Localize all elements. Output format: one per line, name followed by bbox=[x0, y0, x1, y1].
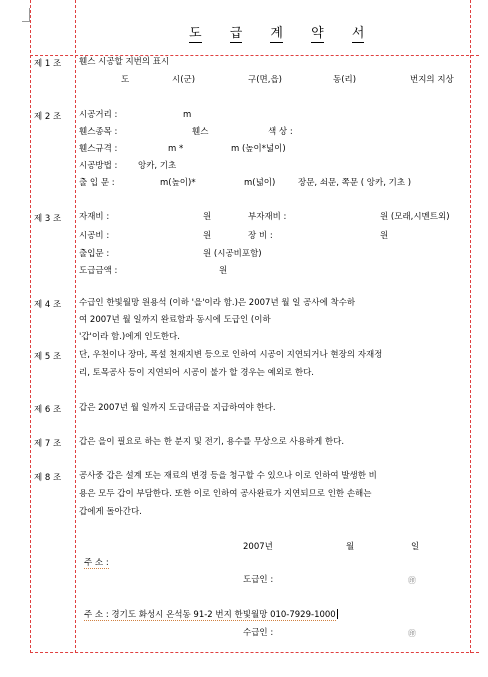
address-province: 도 bbox=[121, 75, 130, 85]
sub-material-label: 부자재비 : bbox=[248, 212, 287, 222]
total-label: 도급금액 : bbox=[79, 266, 118, 276]
owner-seal-icon: ㊞ bbox=[408, 576, 416, 585]
article-3-label: 제 3 조 bbox=[34, 214, 62, 224]
title-char: 서 bbox=[352, 22, 365, 43]
gate-cost-unit: 원 (시공비포함) bbox=[203, 249, 262, 259]
article-7-label: 제 7 조 bbox=[34, 439, 62, 449]
type-value: 휀스 bbox=[192, 127, 209, 137]
article-5-label: 제 5 조 bbox=[34, 352, 62, 362]
address-city: 시(군) bbox=[172, 75, 196, 85]
article-4-label: 제 4 조 bbox=[34, 300, 62, 310]
length-label: 시공거리 : bbox=[79, 110, 118, 120]
construction-unit: 원 bbox=[203, 231, 212, 241]
gate-types: 장문, 쇠문, 쪽문 ( 앙카, 기초 ) bbox=[298, 178, 412, 188]
margin-guide-label bbox=[75, 0, 76, 653]
length-unit: m bbox=[183, 110, 192, 120]
contractor-address-row bbox=[84, 609, 338, 621]
construction-label: 시공비 : bbox=[79, 231, 110, 241]
color-label: 색 상 : bbox=[268, 127, 293, 137]
owner-address-label-text: 주 소 : bbox=[84, 558, 109, 568]
article-7-text: 갑은 을이 필요로 하는 한 분지 및 전기, 용수를 무상으로 사용하게 한다. bbox=[79, 437, 345, 447]
owner-address-label bbox=[84, 558, 109, 569]
address-district: 구(면,읍) bbox=[248, 75, 282, 85]
article-6-text: 갑은 2007년 월 일까지 도급대금을 지급하여야 한다. bbox=[79, 403, 276, 413]
title-char: 계 bbox=[270, 22, 283, 43]
title-char: 도 bbox=[189, 22, 202, 43]
type-label: 휀스종목 : bbox=[79, 127, 118, 137]
material-unit: 원 bbox=[203, 212, 212, 222]
margin-guide-bottom bbox=[30, 652, 479, 653]
article-8-line: 갑에게 돌아간다. bbox=[79, 507, 142, 517]
article-8-label: 제 8 조 bbox=[34, 473, 62, 483]
sub-material-unit: 원 (모래,시멘트외) bbox=[380, 212, 450, 222]
article-1-heading: 휀스 시공할 지번의 표시 bbox=[79, 57, 170, 67]
document-title bbox=[183, 22, 370, 43]
title-char: 약 bbox=[311, 22, 324, 43]
gate-width: m(넓이) bbox=[244, 178, 276, 188]
contractor-label: 수급인 : bbox=[243, 628, 274, 638]
article-2-label: 제 2 조 bbox=[34, 112, 62, 122]
gate-height: m(높이)* bbox=[160, 178, 196, 188]
article-8-line: 공사중 갑은 설계 또는 재료의 변경 등을 청구할 수 있으나 이로 인하여 발생한 비 bbox=[79, 471, 377, 481]
sign-year: 2007년 bbox=[243, 542, 273, 552]
owner-label: 도급인 : bbox=[243, 575, 274, 585]
spec-m1: m * bbox=[168, 144, 184, 154]
total-unit: 원 bbox=[219, 266, 228, 276]
margin-guide-left bbox=[30, 0, 31, 653]
article-4-line: 여 2007년 월 일까지 완료함과 동시에 도급인 (이하 bbox=[79, 315, 271, 325]
margin-guide-top bbox=[30, 55, 479, 56]
article-5-line: 리, 토목공사 등이 지연되어 시공이 불가 할 경우는 예외로 한다. bbox=[79, 368, 314, 378]
text-cursor bbox=[337, 609, 338, 619]
title-char: 급 bbox=[230, 22, 243, 43]
article-5-line: 단, 우천이나 장마, 폭설 천재지변 등으로 인하여 시공이 지연되거나 현장의 자재정 bbox=[79, 350, 383, 360]
sign-day: 일 bbox=[411, 542, 420, 552]
spec-label: 휀스규격 : bbox=[79, 144, 118, 154]
gate-cost-label: 출입문 : bbox=[79, 249, 110, 259]
method-value: 앙카, 기초 bbox=[138, 161, 177, 171]
address-dong: 동(리) bbox=[333, 75, 357, 85]
article-4-line: '갑'이라 함.)에게 인도한다. bbox=[79, 332, 180, 342]
spec-m2: m (높이*넓이) bbox=[231, 144, 286, 154]
method-label: 시공방법 : bbox=[79, 161, 118, 171]
sign-month: 월 bbox=[346, 542, 355, 552]
margin-guide-right bbox=[470, 0, 471, 653]
contractor-address-label: 주 소 : bbox=[84, 609, 109, 620]
equipment-label: 장 비 : bbox=[248, 231, 273, 241]
equipment-unit: 원 bbox=[380, 231, 389, 241]
article-1-label: 제 1 조 bbox=[34, 59, 62, 69]
article-8-line: 용은 모두 갑이 부담한다. 또한 이로 인하여 공사완료가 지연되므로 인한 손해는 bbox=[79, 489, 372, 499]
gate-label: 출 입 문 : bbox=[79, 178, 115, 188]
contractor-address: 경기도 화성시 온석동 91-2 번지 한빛월망 010-7929-1000 bbox=[111, 609, 336, 620]
article-4-line: 수급인 한빛월망 원용석 (이하 '을'이라 함.)은 2007년 월 일 공사에 착수하 bbox=[79, 298, 356, 308]
material-label: 자재비 : bbox=[79, 212, 110, 222]
article-6-label: 제 6 조 bbox=[34, 405, 62, 415]
address-lot: 번지의 지상 bbox=[410, 75, 454, 85]
crop-mark bbox=[22, 21, 30, 22]
contractor-seal-icon: ㊞ bbox=[408, 629, 416, 638]
